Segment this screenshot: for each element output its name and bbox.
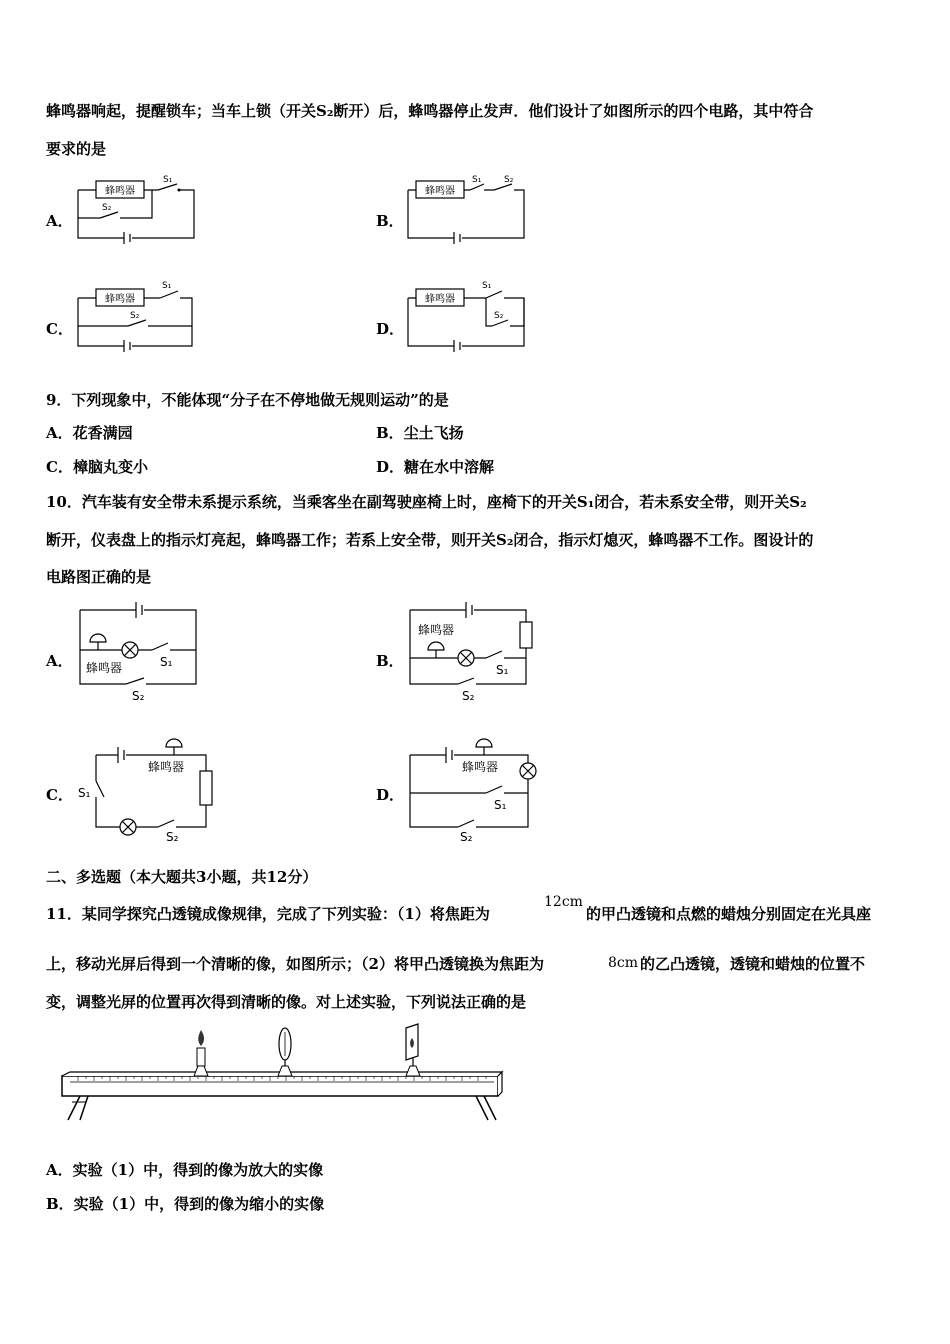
s1-label: S₁ xyxy=(163,175,173,185)
q8-text-line2: 要求的是 xyxy=(46,140,107,158)
q11-option-b: B．实验（1）中，得到的像为缩小的实像 xyxy=(46,1195,325,1213)
q11-text-line3: 变，调整光屏的位置再次得到清晰的像。对上述实验，下列说法正确的是 xyxy=(46,993,527,1011)
q10-text-line2: 断开，仪表盘上的指示灯亮起，蜂鸣器工作；若系上安全带，则开关S₂闭合，指示灯熄灭，蜂鸣器不工作。图设计的 xyxy=(46,531,814,549)
candle-icon xyxy=(194,1030,208,1076)
s2-label: S₂ xyxy=(102,203,112,213)
s2-label: S₂ xyxy=(462,689,475,703)
q9-option-b: B．尘土飞扬 xyxy=(376,424,464,442)
q10-option-b-label: B． xyxy=(376,652,404,670)
light-screen-icon xyxy=(406,1024,420,1076)
q10-option-d-label: D． xyxy=(376,786,405,804)
q8-circuit-d xyxy=(406,280,531,352)
q8-option-d-label: D． xyxy=(376,320,405,338)
q11-text-line1b: 的甲凸透镜和点燃的蜡烛分别固定在光具座 xyxy=(586,905,872,923)
buzzer-label: 蜂鸣器 xyxy=(425,294,455,305)
s1-label: S₁ xyxy=(472,175,482,185)
s1-label: S₁ xyxy=(162,281,172,291)
q10-option-c-label: C． xyxy=(46,786,73,804)
s2-label: S₂ xyxy=(166,830,179,844)
q11-option-a: A．实验（1）中，得到的像为放大的实像 xyxy=(46,1161,324,1179)
s2-label: S₂ xyxy=(130,311,140,321)
q8-circuit-c xyxy=(76,280,201,352)
q11-text-line2a: 上，移动光屏后得到一个清晰的像，如图所示；（2）将甲凸透镜换为焦距为 xyxy=(46,955,544,973)
buzzer-label: 蜂鸣器 xyxy=(105,294,135,305)
q9-option-d: D．糖在水中溶解 xyxy=(376,458,495,476)
s1-label: S₁ xyxy=(496,663,509,677)
s1-label: S₁ xyxy=(160,655,173,669)
q8-option-a-label: A． xyxy=(46,212,73,230)
s2-label: S₂ xyxy=(132,689,145,703)
s1-label: S₁ xyxy=(494,798,507,812)
q8-circuit-b xyxy=(406,172,531,244)
q10-text-line1: 10．汽车装有安全带未系提示系统，当乘客坐在副驾驶座椅上时，座椅下的开关S₁闭合，若未系安全带，则开关S₂ xyxy=(46,493,807,511)
s1-label: S₁ xyxy=(482,281,492,291)
q10-circuit-b xyxy=(408,600,533,705)
section-heading: 二、多选题（本大题共3小题，共12分） xyxy=(46,868,318,886)
q11-focal2: 8cm xyxy=(608,955,639,971)
q10-option-a-label: A． xyxy=(46,652,73,670)
s2-label: S₂ xyxy=(494,311,504,321)
q8-option-b-label: B． xyxy=(376,212,404,230)
q8-option-c-label: C． xyxy=(46,320,73,338)
s2-label: S₂ xyxy=(460,830,473,844)
q10-circuit-d xyxy=(408,735,548,845)
s2-label: S₂ xyxy=(504,175,514,185)
q11-text-line1a: 11．某同学探究凸透镜成像规律，完成了下列实验：（1）将焦距为 xyxy=(46,905,490,923)
q10-circuit-c xyxy=(78,735,218,845)
q9-stem: 9．下列现象中，不能体现“分子在不停地做无规则运动”的是 xyxy=(46,391,449,409)
s1-label: S₁ xyxy=(78,786,91,800)
q9-option-a: A．花香满园 xyxy=(46,424,133,442)
q11-text-line2b: 的乙凸透镜，透镜和蜡烛的位置不 xyxy=(640,955,866,973)
q8-text-line1: 蜂鸣器响起，提醒锁车；当车上锁（开关S₂断开）后，蜂鸣器停止发声．他们设计了如图所示的四个电路，其中符合 xyxy=(46,102,814,120)
convex-lens-icon xyxy=(278,1028,292,1076)
buzzer-label: 蜂鸣器 xyxy=(462,760,499,774)
buzzer-label: 蜂鸣器 xyxy=(105,186,135,197)
q11-focal1: 12cm xyxy=(544,894,583,910)
q8-circuit-a xyxy=(76,172,201,244)
buzzer-label: 蜂鸣器 xyxy=(86,661,123,675)
buzzer-label: 蜂鸣器 xyxy=(148,760,185,774)
q9-option-c: C．樟脑丸变小 xyxy=(46,458,148,476)
q10-circuit-a xyxy=(78,600,203,705)
q10-text-line3: 电路图正确的是 xyxy=(46,568,152,586)
optical-bench xyxy=(58,1022,508,1127)
buzzer-label: 蜂鸣器 xyxy=(418,623,455,637)
buzzer-label: 蜂鸣器 xyxy=(425,186,455,197)
